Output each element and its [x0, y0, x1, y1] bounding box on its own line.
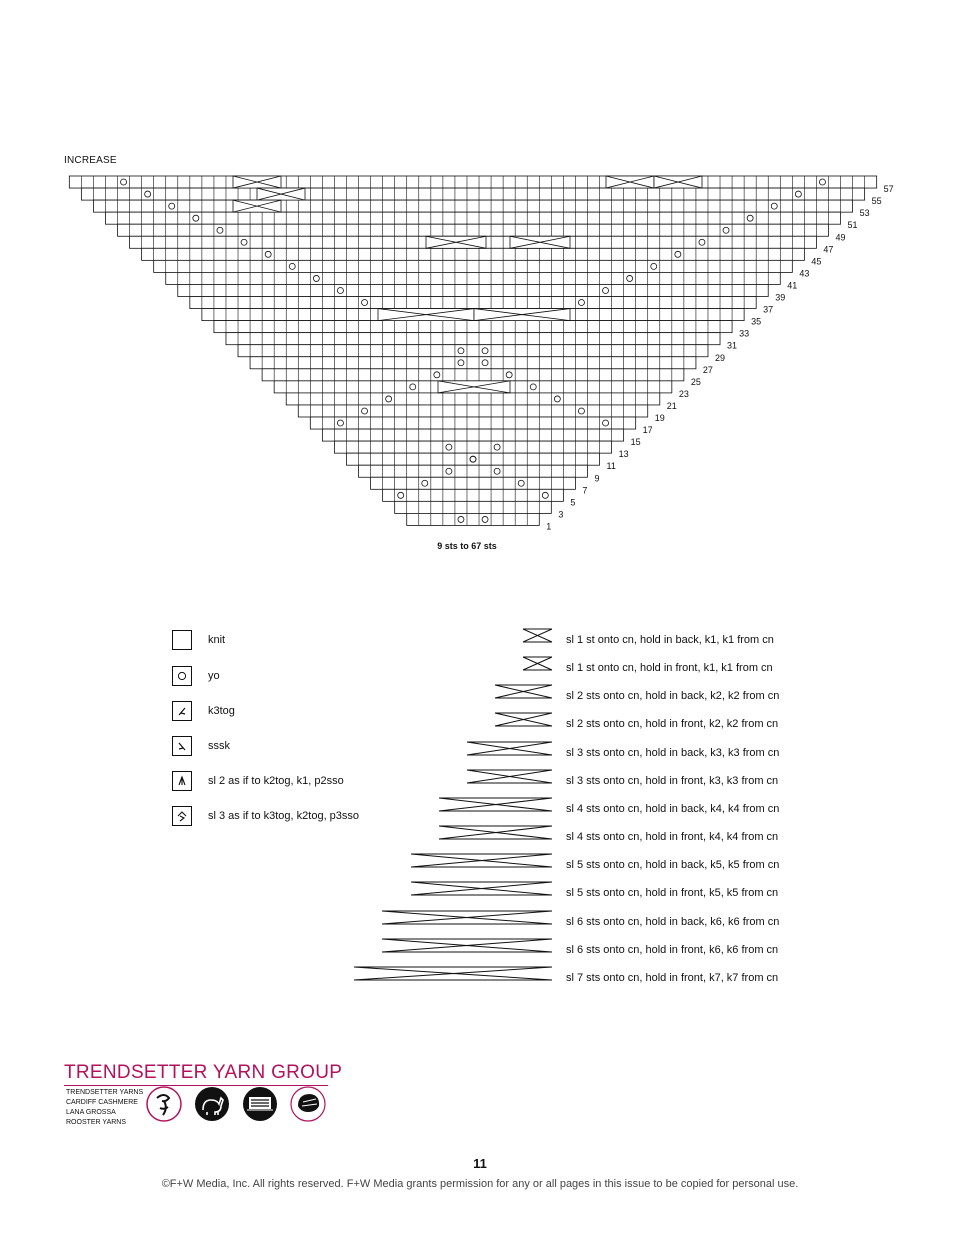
legend-label: knit [208, 634, 226, 646]
cable-label: sl 1 st onto cn, hold in front, k1, k1 from cn [566, 662, 773, 674]
cable-symbol-icon [495, 713, 552, 726]
row-number: 35 [751, 316, 762, 327]
page-number: 11 [473, 1156, 487, 1171]
row-number: 47 [823, 244, 834, 255]
row-number: 33 [739, 328, 750, 339]
row-number: 13 [618, 449, 629, 460]
row-number: 15 [630, 437, 641, 448]
row-number: 45 [811, 256, 822, 267]
brand-logos [146, 1086, 346, 1126]
cable-symbol-icon [382, 911, 552, 924]
row-number: 25 [690, 376, 701, 387]
cable-label: sl 1 st onto cn, hold in back, k1, k1 from cn [566, 634, 774, 646]
row-number: 23 [678, 388, 689, 399]
row-number: 49 [835, 232, 846, 243]
brand-line: CARDIFF CASHMERE [66, 1099, 138, 1106]
cable-label: sl 6 sts onto cn, hold in front, k6, k6 from cn [566, 944, 779, 956]
cable-symbol-icon [439, 826, 552, 839]
cable-label: sl 4 sts onto cn, hold in front, k4, k4 from cn [566, 831, 779, 843]
row-number: 17 [642, 425, 653, 436]
row-number: 9 [594, 473, 600, 484]
chart-caption: 9 sts to 67 sts [437, 541, 497, 551]
brand-list [66, 1088, 143, 1128]
row-number: 55 [871, 196, 882, 207]
rooster-logo-icon [290, 1086, 326, 1122]
cable-symbol-icon [523, 629, 552, 642]
cable-label: sl 5 sts onto cn, hold in back, k5, k5 from cn [566, 859, 780, 871]
row-number: 51 [847, 220, 858, 231]
row-number: 41 [787, 280, 798, 291]
row-number: 53 [859, 208, 870, 219]
brand-line: ROOSTER YARNS [66, 1119, 127, 1126]
row-number: 43 [799, 268, 810, 279]
cable-symbol-icon [382, 939, 552, 952]
legend-label: sssk [208, 740, 230, 752]
row-number: 39 [775, 292, 786, 303]
cable-symbol-icon [411, 882, 552, 895]
cable-label: sl 3 sts onto cn, hold in front, k3, k3 from cn [566, 775, 779, 787]
cable-symbol-icon [467, 770, 552, 783]
cable-symbol-icon [467, 742, 552, 755]
cable-symbol-icon [523, 657, 552, 670]
cable-label: sl 2 sts onto cn, hold in front, k2, k2 from cn [566, 718, 779, 730]
copyright: ©F+W Media, Inc. All rights reserved. F+W Media grants permission for any or all pages in this issue to be copied for personal use. [161, 1178, 799, 1190]
row-number: 37 [763, 304, 774, 315]
row-number: 11 [606, 461, 616, 472]
row-number: 31 [727, 340, 738, 351]
cable-label: sl 4 sts onto cn, hold in back, k4, k4 from cn [566, 803, 780, 815]
row-number: 3 [558, 509, 564, 520]
row-number: 57 [883, 184, 894, 195]
chart-title: INCREASE [64, 155, 117, 166]
legend-label: sl 2 as if to k2tog, k1, p2sso [208, 775, 344, 787]
legend-label: yo [208, 670, 220, 682]
cable-label: sl 2 sts onto cn, hold in back, k2, k2 from cn [566, 690, 780, 702]
legend-label: k3tog [208, 705, 235, 717]
cable-symbol-icon [411, 854, 552, 867]
brand-block [64, 1062, 343, 1126]
cable-label: sl 3 sts onto cn, hold in back, k3, k3 from cn [566, 747, 780, 759]
cable-label: sl 6 sts onto cn, hold in back, k6, k6 from cn [566, 916, 780, 928]
cable-symbol-icon [439, 798, 552, 811]
brand-name: TRENDSETTER YARN GROUP [64, 1062, 343, 1083]
row-number: 7 [582, 485, 588, 496]
lana-grossa-logo-icon [242, 1086, 278, 1122]
cardiff-logo-icon [194, 1086, 230, 1122]
legend-label: sl 3 as if to k3tog, k2tog, p3sso [208, 810, 360, 822]
row-number: 1 [546, 521, 552, 532]
cable-label: sl 7 sts onto cn, hold in front, k7, k7 from cn [566, 972, 779, 984]
row-number: 5 [570, 497, 576, 508]
row-number: 21 [666, 400, 677, 411]
row-number: 29 [714, 352, 725, 363]
trendsetter-logo-icon [146, 1086, 182, 1122]
cable-symbol-icon [354, 967, 552, 980]
brand-line: LANA GROSSA [66, 1109, 116, 1116]
row-number: 27 [702, 364, 713, 375]
cable-symbol-icon [495, 685, 552, 698]
brand-line: TRENDSETTER YARNS [66, 1089, 144, 1096]
cable-label: sl 5 sts onto cn, hold in front, k5, k5 from cn [566, 887, 779, 899]
row-number: 19 [654, 413, 665, 423]
